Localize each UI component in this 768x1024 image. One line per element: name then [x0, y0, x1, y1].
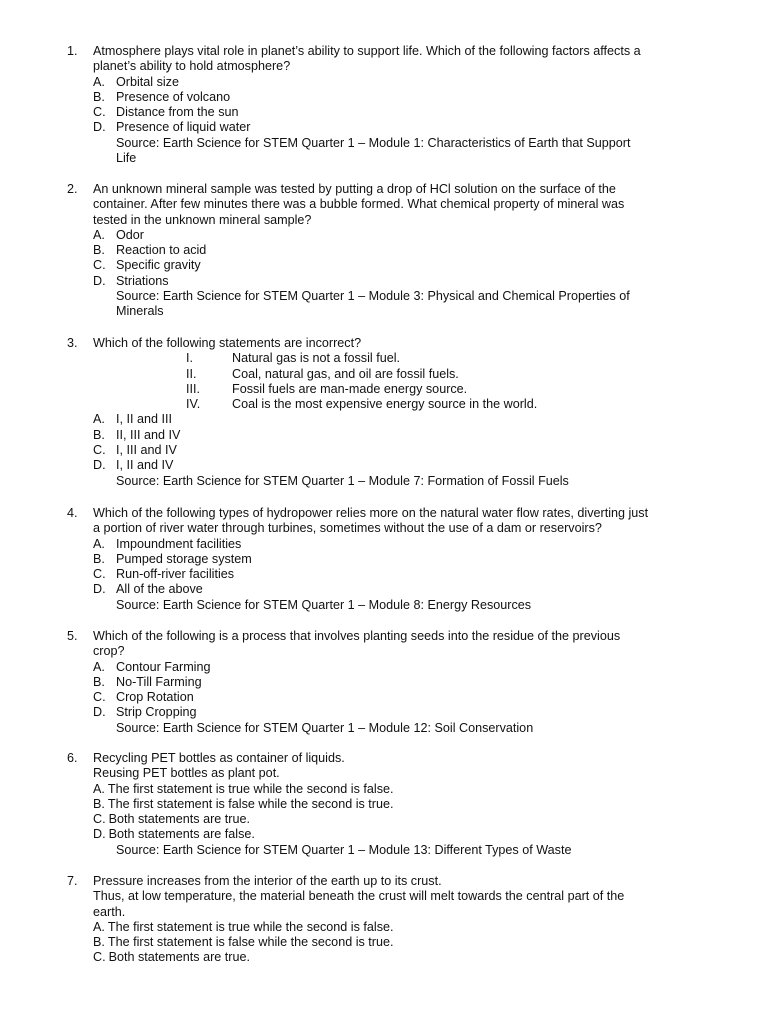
choice-text: Both statements are false. — [108, 827, 255, 842]
choice-letter: A. — [93, 659, 105, 674]
choice-list — [0, 75, 768, 136]
question-stem — [93, 874, 733, 920]
choice-letter: B. — [93, 243, 105, 258]
choice-letter: C. — [93, 443, 106, 458]
choice-d — [0, 458, 768, 473]
choice-d — [0, 120, 768, 135]
choice-letter: B. — [93, 551, 105, 566]
choice-list — [0, 920, 768, 966]
choice-b — [0, 428, 768, 443]
choice-b — [0, 243, 768, 258]
choice-text: Reaction to acid — [116, 243, 207, 258]
question-number: 5. — [67, 629, 78, 643]
source-citation — [116, 474, 716, 489]
choice-a — [0, 920, 768, 935]
question-stem — [93, 506, 733, 537]
choice-a — [0, 782, 768, 797]
choice-letter: D. — [93, 458, 106, 473]
choice-b — [0, 675, 768, 690]
choice-text: I, III and IV — [116, 443, 177, 458]
choice-letter: A. — [93, 781, 105, 796]
question-6 — [0, 751, 768, 858]
choice-text: Specific gravity — [116, 258, 201, 273]
source-citation — [116, 843, 716, 858]
question-2 — [0, 182, 768, 320]
choice-letter: C. — [93, 105, 106, 120]
source-citation — [116, 721, 716, 736]
question-stem — [93, 182, 733, 228]
choice-c — [0, 105, 768, 120]
stem-line: Which of the following statements are incorrect? — [93, 336, 362, 350]
question-stem — [93, 336, 733, 351]
choice-letter: A. — [93, 227, 105, 242]
choice-text: Distance from the sun — [116, 105, 239, 120]
choice-text: I, II and III — [116, 412, 173, 427]
choice-text: The first statement is false while the second is true. — [107, 796, 394, 811]
stem-line: Thus, at low temperature, the material beneath the crust will melt towards the central part of the — [93, 889, 625, 904]
stem-line: container. After few minutes there was a bubble formed. What chemical property of mineral was — [93, 197, 625, 212]
stem-line: An unknown mineral sample was tested by putting a drop of HCl solution on the surface of the — [93, 182, 616, 196]
choice-text: I, II and IV — [116, 458, 174, 473]
choice-b — [0, 935, 768, 950]
choice-text: Presence of liquid water — [116, 120, 251, 135]
choice-c — [0, 950, 768, 965]
choice-d — [0, 274, 768, 289]
choice-d — [0, 827, 768, 842]
choice-a — [0, 228, 768, 243]
choice-text: The first statement is true while the second is false. — [107, 919, 394, 934]
choice-letter: C. — [93, 950, 106, 965]
choice-text: Crop Rotation — [116, 690, 194, 705]
choice-text: Run-off-river facilities — [116, 567, 235, 582]
choice-letter: A. — [93, 536, 105, 551]
question-number: 4. — [67, 506, 78, 520]
statement-numeral: III. — [186, 381, 200, 396]
choice-text: Strip Cropping — [116, 705, 197, 720]
stem-line: Which of the following types of hydropower relies more on the natural water flow rates, diverting just — [93, 506, 649, 520]
source-citation — [116, 598, 716, 613]
stem-line: a portion of river water through turbines, sometimes without the use of a dam or reservoirs? — [93, 521, 602, 536]
question-number: 7. — [67, 874, 78, 888]
choice-text: Contour Farming — [116, 659, 211, 674]
choice-letter: D. — [93, 273, 106, 288]
statement-numeral: II. — [186, 366, 197, 381]
choice-list — [0, 782, 768, 843]
choice-text: The first statement is false while the second is true. — [107, 935, 394, 950]
choice-text: No-Till Farming — [116, 674, 202, 689]
statement-i — [0, 351, 768, 366]
stem-line: Pressure increases from the interior of the earth up to its crust. — [93, 874, 442, 888]
choice-letter: D. — [93, 705, 106, 720]
choice-letter: B. — [93, 796, 105, 811]
statement-iii — [0, 382, 768, 397]
question-number: 3. — [67, 336, 78, 350]
statement-text: Coal is the most expensive energy source in the world. — [232, 397, 538, 412]
choice-a — [0, 412, 768, 427]
statement-text: Natural gas is not a fossil fuel. — [232, 351, 400, 366]
choice-letter: C. — [93, 690, 106, 705]
source-line: Source: Earth Science for STEM Quarter 1 – Module 7: Formation of Fossil Fuels — [116, 473, 569, 488]
choice-letter: B. — [93, 935, 105, 950]
choice-list — [0, 228, 768, 289]
source-line: Source: Earth Science for STEM Quarter 1 – Module 1: Characteristics of Earth that Support — [116, 135, 631, 150]
choice-letter: A. — [93, 412, 105, 427]
choice-list — [0, 537, 768, 598]
choice-text: The first statement is true while the second is false. — [107, 781, 394, 796]
statement-numeral: I. — [186, 351, 193, 366]
question-number: 2. — [67, 182, 78, 196]
question-number: 6. — [67, 751, 78, 765]
choice-letter: D. — [93, 120, 106, 135]
stem-line: crop? — [93, 644, 125, 659]
choice-list — [0, 412, 768, 473]
choice-c — [0, 567, 768, 582]
statement-numeral: IV. — [186, 397, 201, 412]
stem-line: tested in the unknown mineral sample? — [93, 212, 312, 227]
source-line: Minerals — [116, 304, 164, 319]
stem-line: planet’s ability to hold atmosphere? — [93, 59, 291, 74]
choice-letter: D. — [93, 827, 106, 842]
stem-line: Recycling PET bottles as container of liquids. — [93, 751, 345, 765]
choice-a — [0, 537, 768, 552]
choice-letter: D. — [93, 582, 106, 597]
stem-line: Which of the following is a process that involves planting seeds into the residue of the previous — [93, 629, 621, 643]
source-line: Life — [116, 151, 137, 166]
source-line: Source: Earth Science for STEM Quarter 1 – Module 12: Soil Conservation — [116, 720, 534, 735]
choice-letter: B. — [93, 427, 105, 442]
question-number: 1. — [67, 44, 78, 58]
choice-d — [0, 582, 768, 597]
source-line: Source: Earth Science for STEM Quarter 1 – Module 13: Different Types of Waste — [116, 842, 572, 857]
question-3 — [0, 336, 768, 489]
choice-c — [0, 443, 768, 458]
choice-text: Pumped storage system — [116, 551, 252, 566]
statement-iv — [0, 397, 768, 412]
choice-a — [0, 660, 768, 675]
choice-letter: A. — [93, 74, 105, 89]
question-stem — [93, 751, 733, 782]
stem-line: Atmosphere plays vital role in planet’s ability to support life. Which of the following factors affects a — [93, 44, 641, 58]
source-line: Source: Earth Science for STEM Quarter 1 – Module 8: Energy Resources — [116, 597, 532, 612]
question-5 — [0, 629, 768, 736]
question-stem — [93, 629, 733, 660]
choice-letter: A. — [93, 919, 105, 934]
choice-letter: C. — [93, 258, 106, 273]
choice-c — [0, 258, 768, 273]
choice-text: Both statements are true. — [108, 950, 250, 965]
choice-text: Odor — [116, 227, 144, 242]
question-7 — [0, 874, 768, 966]
choice-text: Orbital size — [116, 74, 179, 89]
statement-text: Fossil fuels are man-made energy source. — [232, 381, 468, 396]
choice-c — [0, 812, 768, 827]
question-4 — [0, 506, 768, 613]
question-1 — [0, 44, 768, 166]
source-citation — [116, 289, 716, 320]
choice-letter: C. — [93, 812, 106, 827]
choice-c — [0, 690, 768, 705]
statement-text: Coal, natural gas, and oil are fossil fuels. — [232, 366, 459, 381]
choice-letter: B. — [93, 89, 105, 104]
statement-list — [0, 351, 768, 412]
stem-line: earth. — [93, 904, 126, 919]
choice-a — [0, 75, 768, 90]
choice-text: All of the above — [116, 582, 203, 597]
choice-d — [0, 705, 768, 720]
choice-text: Both statements are true. — [108, 812, 250, 827]
source-citation — [116, 136, 716, 167]
stem-line: Reusing PET bottles as plant pot. — [93, 766, 280, 781]
source-line: Source: Earth Science for STEM Quarter 1 – Module 3: Physical and Chemical Properties of — [116, 289, 630, 304]
choice-text: Impoundment facilities — [116, 536, 242, 551]
choice-letter: B. — [93, 674, 105, 689]
choice-text: Presence of volcano — [116, 89, 231, 104]
question-stem — [93, 44, 733, 75]
choice-b — [0, 552, 768, 567]
choice-list — [0, 660, 768, 721]
choice-b — [0, 90, 768, 105]
choice-letter: C. — [93, 567, 106, 582]
statement-ii — [0, 367, 768, 382]
choice-text: Striations — [116, 273, 169, 288]
choice-b — [0, 797, 768, 812]
choice-text: II, III and IV — [116, 427, 181, 442]
